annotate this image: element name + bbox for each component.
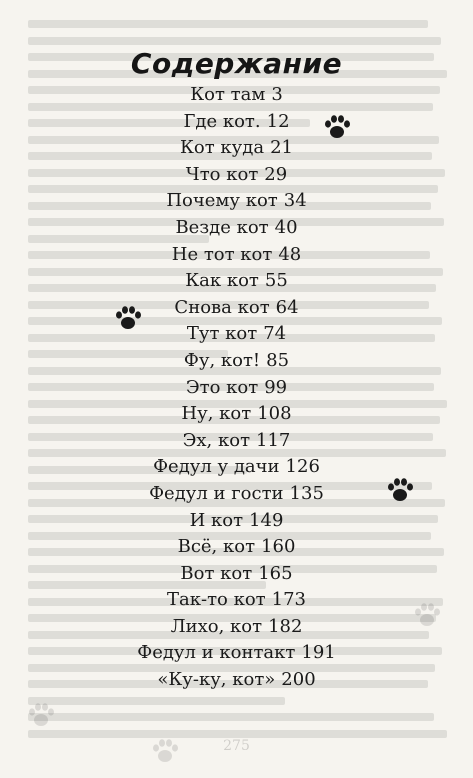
toc-entry[interactable] xyxy=(0,109,473,136)
toc-entry[interactable] xyxy=(0,215,473,242)
toc-entry-title: Федул и контакт xyxy=(137,642,296,664)
toc-entry[interactable] xyxy=(0,667,473,694)
toc-entry-title: Фу, кот! xyxy=(183,349,261,371)
toc-entry-title: Федул у дачи xyxy=(153,456,280,478)
toc-entry-title: Везде кот xyxy=(175,216,269,238)
toc-entry-page: 85 xyxy=(266,349,290,371)
toc-entry[interactable] xyxy=(0,348,473,375)
toc-entry-title: Где кот. xyxy=(183,110,261,132)
toc-entry[interactable] xyxy=(0,614,473,641)
toc-entry-title: Лихо, кот xyxy=(170,615,263,637)
toc-entry-page: 55 xyxy=(264,270,288,292)
toc-entry-page: 74 xyxy=(263,323,287,345)
toc-entry-title: Снова кот xyxy=(174,296,270,318)
toc-entry-page: 149 xyxy=(249,509,284,531)
toc-entry-title: Тут кот xyxy=(186,323,258,345)
show-through-line xyxy=(28,20,428,28)
toc-entry[interactable] xyxy=(0,534,473,561)
toc-entry[interactable] xyxy=(0,401,473,428)
toc-entry[interactable] xyxy=(0,268,473,295)
toc-entry[interactable] xyxy=(0,242,473,269)
toc-entry-title: Ну, кот xyxy=(181,403,252,425)
toc-entry-page: 64 xyxy=(275,296,299,318)
toc-entry-title: Эх, кот xyxy=(182,429,251,451)
paw-print-icon xyxy=(113,303,143,333)
toc-entry-title: И кот xyxy=(189,509,244,531)
toc-entry-page: 200 xyxy=(281,669,316,691)
page-title: Содержание xyxy=(130,46,343,80)
toc-entry-title: Федул и гости xyxy=(149,482,284,504)
toc-entry[interactable] xyxy=(0,82,473,109)
toc-entry-title: «Ку-ку, кот» xyxy=(157,669,276,691)
paw-print-icon xyxy=(26,700,56,730)
toc-entry-page: 34 xyxy=(283,190,307,212)
toc-entry[interactable] xyxy=(0,375,473,402)
toc-entry-page: 117 xyxy=(256,429,291,451)
toc-entry-page: 182 xyxy=(268,615,303,637)
toc-entry[interactable] xyxy=(0,295,473,322)
paw-print-icon xyxy=(412,600,442,630)
table-of-contents xyxy=(0,82,473,694)
toc-entry-title: Кот куда xyxy=(179,137,265,159)
toc-entry[interactable] xyxy=(0,508,473,535)
toc-entry[interactable] xyxy=(0,321,473,348)
toc-entry-page: 40 xyxy=(274,216,298,238)
toc-entry-page: 126 xyxy=(285,456,320,478)
toc-entry-title: Что кот xyxy=(185,163,259,185)
toc-entry-title: Не тот кот xyxy=(171,243,273,265)
toc-entry-title: Как кот xyxy=(185,270,259,292)
show-through-line xyxy=(28,37,441,45)
toc-entry[interactable] xyxy=(0,640,473,667)
toc-entry[interactable] xyxy=(0,135,473,162)
show-through-line xyxy=(28,730,447,738)
toc-entry-page: 135 xyxy=(289,482,324,504)
toc-entry-title: Всё, кот xyxy=(177,536,256,558)
paw-print-icon xyxy=(322,112,352,142)
toc-entry-page: 99 xyxy=(264,376,288,398)
toc-entry-page: 191 xyxy=(301,642,336,664)
toc-entry-page: 173 xyxy=(271,589,306,611)
toc-entry-title: Кот там xyxy=(190,84,266,105)
toc-entry-page: 12 xyxy=(266,110,290,132)
toc-entry-page: 29 xyxy=(264,163,288,185)
toc-entry[interactable] xyxy=(0,561,473,588)
show-through-line xyxy=(28,697,285,705)
toc-entry-page: 108 xyxy=(257,403,292,425)
toc-entry-title: Вот кот xyxy=(180,562,253,584)
toc-entry[interactable] xyxy=(0,587,473,614)
toc-entry[interactable] xyxy=(0,428,473,455)
toc-entry-title: Так-то кот xyxy=(167,589,266,611)
toc-entry-title: Почему кот xyxy=(166,190,278,212)
toc-entry[interactable] xyxy=(0,162,473,189)
toc-entry-page: 160 xyxy=(261,536,296,558)
toc-entry-title: Это кот xyxy=(185,376,259,398)
toc-entry-page: 165 xyxy=(258,562,293,584)
paw-print-icon xyxy=(385,475,415,505)
page-number: 275 xyxy=(223,738,250,754)
toc-entry-page: 48 xyxy=(278,243,302,265)
toc-entry-page: 3 xyxy=(271,84,283,105)
show-through-line xyxy=(28,713,434,721)
toc-entry-page: 21 xyxy=(270,137,293,159)
toc-entry[interactable] xyxy=(0,188,473,215)
